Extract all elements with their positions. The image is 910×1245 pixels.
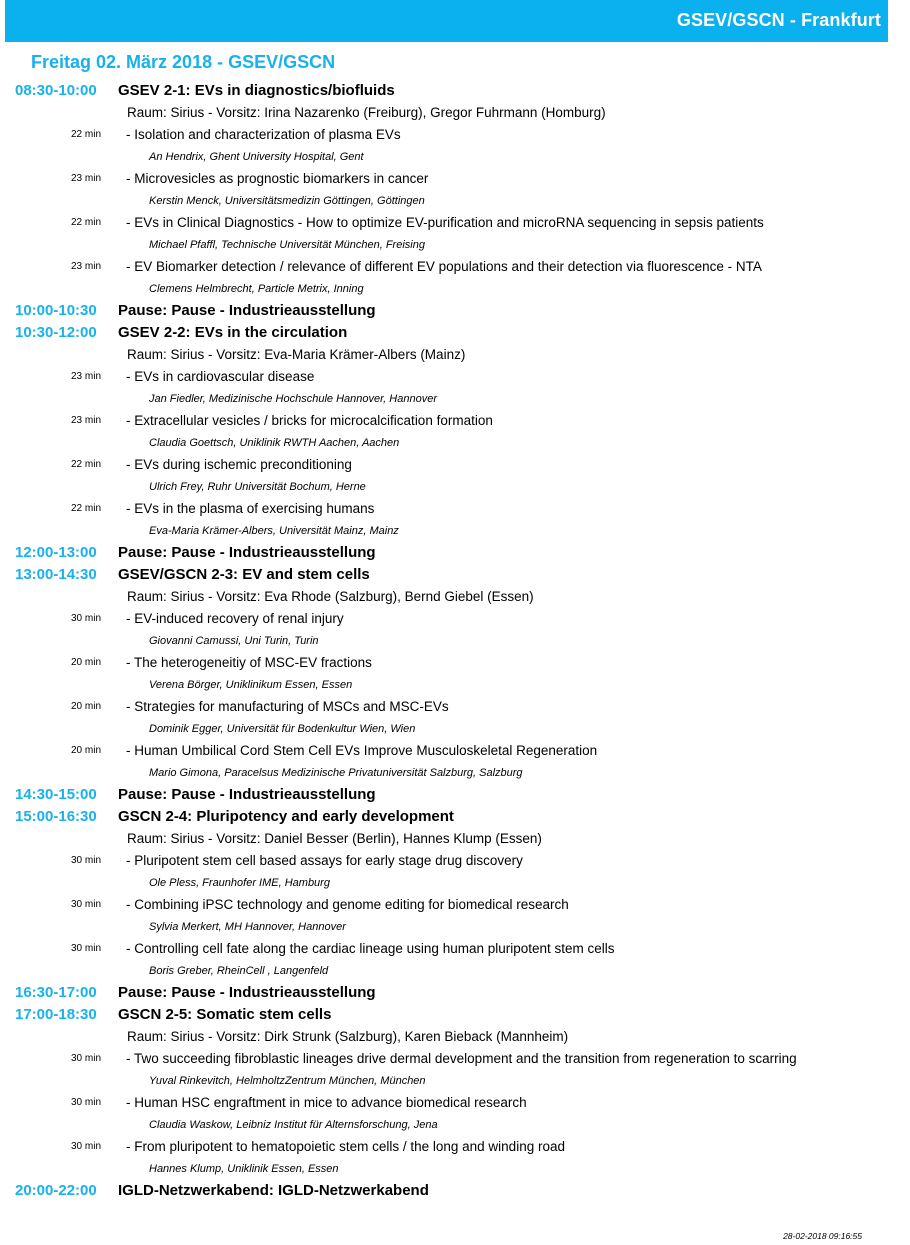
talk-duration: 22 min bbox=[70, 503, 101, 514]
talk-duration: 30 min bbox=[70, 1097, 101, 1108]
talk-row bbox=[0, 498, 910, 520]
talk-title: - The heterogeneitiy of MSC-EV fractions bbox=[126, 655, 372, 670]
talk-author: Hannes Klump, Uniklinik Essen, Essen bbox=[149, 1163, 339, 1175]
session-time: 14:30-15:00 bbox=[15, 786, 97, 803]
talk-author: Michael Pfaffl, Technische Universität München, Freising bbox=[149, 239, 425, 251]
session-time: 16:30-17:00 bbox=[15, 984, 97, 1001]
session-title: GSEV 2-2: EVs in the circulation bbox=[118, 324, 348, 341]
talk-duration: 23 min bbox=[70, 371, 101, 382]
talk-author-row bbox=[0, 476, 910, 498]
talk-row bbox=[0, 696, 910, 718]
session-room: Raum: Sirius - Vorsitz: Irina Nazarenko (Freiburg), Gregor Fuhrmann (Homburg) bbox=[127, 105, 606, 120]
talk-author: Eva-Maria Krämer-Albers, Universität Mainz, Mainz bbox=[149, 525, 399, 537]
talk-row bbox=[0, 124, 910, 146]
talk-author: Sylvia Merkert, MH Hannover, Hannover bbox=[149, 921, 346, 933]
talk-title: - EVs in the plasma of exercising humans bbox=[126, 501, 375, 516]
session-header bbox=[0, 322, 910, 344]
talk-author-row bbox=[0, 718, 910, 740]
talk-author-row bbox=[0, 630, 910, 652]
print-timestamp: 28-02-2018 09:16:55 bbox=[783, 1231, 862, 1241]
talk-author-row bbox=[0, 278, 910, 300]
session-room: Raum: Sirius - Vorsitz: Dirk Strunk (Salzburg), Karen Bieback (Mannheim) bbox=[127, 1029, 569, 1044]
talk-author-row bbox=[0, 674, 910, 696]
session-header bbox=[0, 564, 910, 586]
talk-duration: 22 min bbox=[70, 217, 101, 228]
talk-title: - Pluripotent stem cell based assays for early stage drug discovery bbox=[126, 853, 523, 868]
talk-author: Verena Börger, Uniklinikum Essen, Essen bbox=[149, 679, 353, 691]
talk-title: - EVs during ischemic preconditioning bbox=[126, 457, 352, 472]
talk-duration: 30 min bbox=[70, 1053, 101, 1064]
talk-title: - Human Umbilical Cord Stem Cell EVs Improve Musculoskeletal Regeneration bbox=[126, 743, 598, 758]
talk-duration: 20 min bbox=[70, 657, 101, 668]
talk-duration: 23 min bbox=[70, 173, 101, 184]
talk-author: Boris Greber, RheinCell , Langenfeld bbox=[149, 965, 329, 977]
session-header bbox=[0, 784, 910, 806]
talk-duration: 30 min bbox=[70, 855, 101, 866]
talk-row bbox=[0, 1048, 910, 1070]
talk-title: - Two succeeding fibroblastic lineages drive dermal development and the transition from regeneration to scarring bbox=[126, 1051, 797, 1066]
talk-duration: 30 min bbox=[70, 613, 101, 624]
talk-author: Ulrich Frey, Ruhr Universität Bochum, Herne bbox=[149, 481, 366, 493]
talk-row bbox=[0, 938, 910, 960]
talk-author-row bbox=[0, 1070, 910, 1092]
talk-row bbox=[0, 652, 910, 674]
talk-row bbox=[0, 168, 910, 190]
session-header bbox=[0, 1180, 910, 1202]
session-room-row bbox=[0, 102, 910, 124]
talk-row bbox=[0, 608, 910, 630]
session-room: Raum: Sirius - Vorsitz: Eva-Maria Krämer-Albers (Mainz) bbox=[127, 347, 466, 362]
session-title: GSCN 2-5: Somatic stem cells bbox=[118, 1006, 332, 1023]
session-time: 08:30-10:00 bbox=[15, 82, 97, 99]
session-title: Pause: Pause - Industrieausstellung bbox=[118, 786, 376, 803]
talk-title: - Strategies for manufacturing of MSCs and MSC-EVs bbox=[126, 699, 449, 714]
talk-author-row bbox=[0, 234, 910, 256]
session-header bbox=[0, 806, 910, 828]
talk-duration: 30 min bbox=[70, 1141, 101, 1152]
talk-duration: 22 min bbox=[70, 459, 101, 470]
program-list bbox=[0, 80, 910, 1202]
talk-row bbox=[0, 1092, 910, 1114]
session-header bbox=[0, 1004, 910, 1026]
talk-author-row bbox=[0, 762, 910, 784]
talk-title: - EV-induced recovery of renal injury bbox=[126, 611, 344, 626]
talk-row bbox=[0, 850, 910, 872]
talk-title: - From pluripotent to hematopoietic stem cells / the long and winding road bbox=[126, 1139, 565, 1154]
talk-author-row bbox=[0, 1158, 910, 1180]
session-title: Pause: Pause - Industrieausstellung bbox=[118, 984, 376, 1001]
talk-author-row bbox=[0, 520, 910, 542]
talk-row bbox=[0, 212, 910, 234]
talk-author-row bbox=[0, 916, 910, 938]
session-room-row bbox=[0, 828, 910, 850]
session-time: 15:00-16:30 bbox=[15, 808, 97, 825]
talk-author: Clemens Helmbrecht, Particle Metrix, Inning bbox=[149, 283, 364, 295]
talk-row bbox=[0, 1136, 910, 1158]
session-title: IGLD-Netzwerkabend: IGLD-Netzwerkabend bbox=[118, 1182, 429, 1199]
session-room: Raum: Sirius - Vorsitz: Eva Rhode (Salzburg), Bernd Giebel (Essen) bbox=[127, 589, 534, 604]
talk-author-row bbox=[0, 432, 910, 454]
session-header bbox=[0, 542, 910, 564]
talk-title: - Human HSC engraftment in mice to advance biomedical research bbox=[126, 1095, 527, 1110]
session-room-row bbox=[0, 586, 910, 608]
session-time: 13:00-14:30 bbox=[15, 566, 97, 583]
talk-row bbox=[0, 740, 910, 762]
session-title: GSCN 2-4: Pluripotency and early development bbox=[118, 808, 454, 825]
talk-row bbox=[0, 894, 910, 916]
session-header bbox=[0, 80, 910, 102]
talk-author-row bbox=[0, 1114, 910, 1136]
talk-author-row bbox=[0, 872, 910, 894]
talk-author: Claudia Goettsch, Uniklinik RWTH Aachen, Aachen bbox=[149, 437, 400, 449]
talk-row bbox=[0, 256, 910, 278]
session-time: 10:30-12:00 bbox=[15, 324, 97, 341]
talk-row bbox=[0, 454, 910, 476]
talk-author-row bbox=[0, 388, 910, 410]
talk-duration: 20 min bbox=[70, 701, 101, 712]
talk-title: - Combining iPSC technology and genome editing for biomedical research bbox=[126, 897, 569, 912]
day-title: Freitag 02. März 2018 - GSEV/GSCN bbox=[31, 52, 336, 72]
talk-duration: 23 min bbox=[70, 261, 101, 272]
talk-title: - Extracellular vesicles / bricks for microcalcification formation bbox=[126, 413, 493, 428]
talk-title: - EVs in cardiovascular disease bbox=[126, 369, 315, 384]
talk-title: - EV Biomarker detection / relevance of different EV populations and their detection via fluorescence - NTA bbox=[126, 259, 762, 274]
talk-row bbox=[0, 366, 910, 388]
session-title: GSEV 2-1: EVs in diagnostics/biofluids bbox=[118, 82, 395, 99]
session-room: Raum: Sirius - Vorsitz: Daniel Besser (Berlin), Hannes Klump (Essen) bbox=[127, 831, 542, 846]
session-time: 20:00-22:00 bbox=[15, 1182, 97, 1199]
talk-duration: 30 min bbox=[70, 943, 101, 954]
talk-duration: 20 min bbox=[70, 745, 101, 756]
talk-author: Mario Gimona, Paracelsus Medizinische Privatuniversität Salzburg, Salzburg bbox=[149, 767, 523, 779]
talk-duration: 30 min bbox=[70, 899, 101, 910]
talk-author-row bbox=[0, 146, 910, 168]
session-header bbox=[0, 300, 910, 322]
session-header bbox=[0, 982, 910, 1004]
session-room-row bbox=[0, 344, 910, 366]
talk-author-row bbox=[0, 190, 910, 212]
talk-author: Dominik Egger, Universität für Bodenkultur Wien, Wien bbox=[149, 723, 416, 735]
talk-author: Yuval Rinkevitch, HelmholtzZentrum München, München bbox=[149, 1075, 426, 1087]
talk-author: Giovanni Camussi, Uni Turin, Turin bbox=[149, 635, 319, 647]
talk-title: - EVs in Clinical Diagnostics - How to optimize EV-purification and microRNA sequencing in sepsis patients bbox=[126, 215, 764, 230]
talk-title: - Microvesicles as prognostic biomarkers in cancer bbox=[126, 171, 429, 186]
session-title: GSEV/GSCN 2-3: EV and stem cells bbox=[118, 566, 370, 583]
talk-author: Claudia Waskow, Leibniz Institut für Alternsforschung, Jena bbox=[149, 1119, 438, 1131]
session-time: 10:00-10:30 bbox=[15, 302, 97, 319]
header-title: GSEV/GSCN - Frankfurt bbox=[676, 10, 881, 30]
talk-duration: 23 min bbox=[70, 415, 101, 426]
talk-title: - Controlling cell fate along the cardiac lineage using human pluripotent stem cells bbox=[126, 941, 615, 956]
talk-author: Kerstin Menck, Universitätsmedizin Göttingen, Göttingen bbox=[149, 195, 425, 207]
talk-title: - Isolation and characterization of plasma EVs bbox=[126, 127, 401, 142]
session-title: Pause: Pause - Industrieausstellung bbox=[118, 544, 376, 561]
talk-author: Ole Pless, Fraunhofer IME, Hamburg bbox=[149, 877, 330, 889]
talk-author-row bbox=[0, 960, 910, 982]
talk-author: Jan Fiedler, Medizinische Hochschule Hannover, Hannover bbox=[149, 393, 437, 405]
session-time: 12:00-13:00 bbox=[15, 544, 97, 561]
talk-duration: 22 min bbox=[70, 129, 101, 140]
session-time: 17:00-18:30 bbox=[15, 1006, 97, 1023]
session-title: Pause: Pause - Industrieausstellung bbox=[118, 302, 376, 319]
talk-row bbox=[0, 410, 910, 432]
session-room-row bbox=[0, 1026, 910, 1048]
header-bar bbox=[5, 0, 888, 42]
talk-author: An Hendrix, Ghent University Hospital, Gent bbox=[149, 151, 364, 163]
